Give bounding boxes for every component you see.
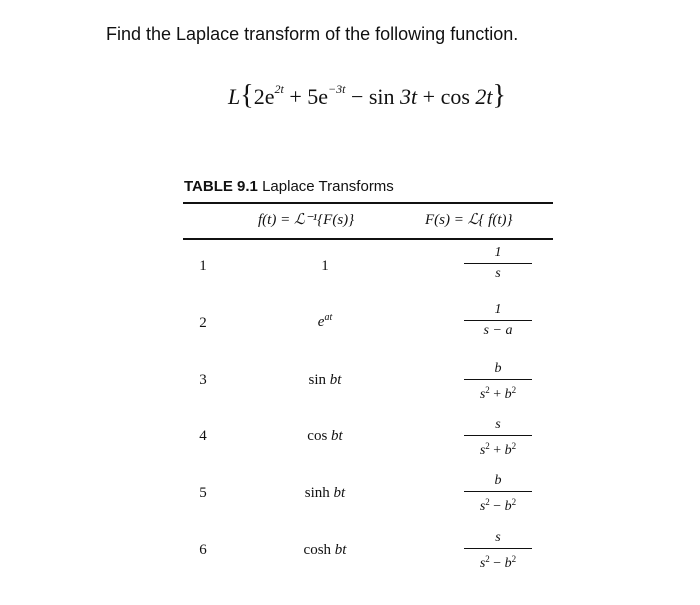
fraction-bar xyxy=(464,263,532,264)
fraction-bar xyxy=(464,379,532,380)
row-F xyxy=(458,360,538,402)
row-F-numerator: s xyxy=(495,417,501,432)
table-title xyxy=(184,178,394,195)
row-F-denominator: $s^2 + b^2$ xyxy=(479,441,517,458)
table-caption: Laplace Transforms xyxy=(262,178,394,195)
row-number: 4 xyxy=(199,428,207,444)
row-f-arg: bt xyxy=(333,485,346,501)
row-f-fn: cos xyxy=(307,428,328,444)
minus: − xyxy=(350,84,364,109)
row-number: 5 xyxy=(199,485,207,501)
row-F xyxy=(458,529,538,571)
question-text: Find the Laplace transform of the following function. xyxy=(106,24,519,44)
row-number: 3 xyxy=(199,372,207,388)
row-F-numerator: 1 xyxy=(494,302,502,317)
laplace-expression xyxy=(228,80,506,112)
table-header-rule xyxy=(183,238,553,240)
row-f-arg: bt xyxy=(331,428,343,444)
term4-fn: cos xyxy=(440,84,470,109)
row-F-numerator: s xyxy=(495,530,501,545)
term1-coef: 2e xyxy=(253,84,275,109)
table-number: TABLE 9.1 xyxy=(184,178,258,195)
fraction-bar xyxy=(464,320,532,321)
open-brace: { xyxy=(240,80,254,111)
plus1: + xyxy=(289,84,302,109)
close-brace: } xyxy=(492,80,506,111)
row-f-fn: cosh xyxy=(303,542,332,558)
row-F xyxy=(458,416,538,458)
term3-fn: sin xyxy=(368,84,395,109)
fraction-bar xyxy=(464,548,532,549)
row-F-denominator: $s^2 - b^2$ xyxy=(479,497,517,514)
term1-exp: 2t xyxy=(274,82,284,96)
row-F-numerator: 1 xyxy=(494,245,502,260)
row-F-denominator: $s^2 + b^2$ xyxy=(479,385,517,402)
row-F xyxy=(458,244,538,283)
row-f: 1 xyxy=(321,258,329,274)
row-f xyxy=(270,312,380,331)
row-F xyxy=(458,301,538,340)
header-inverse-transform: f(t) = ℒ⁻¹{F(s)} xyxy=(258,212,355,228)
row-F-denominator: s xyxy=(495,266,501,281)
row-f-fn: sinh xyxy=(304,485,330,501)
row-F-numerator: b xyxy=(494,473,502,488)
row-f xyxy=(270,485,380,502)
term2-exp: −3t xyxy=(328,82,346,96)
plus2: + xyxy=(422,84,436,109)
fraction-bar xyxy=(464,491,532,492)
row-F-denominator: $s^2 - b^2$ xyxy=(479,554,517,571)
row-f-arg: bt xyxy=(334,542,347,558)
row-F-numerator: b xyxy=(494,361,502,376)
row-number: 1 xyxy=(199,258,207,274)
row-F-denominator: s − a xyxy=(483,323,513,338)
term2-coef: 5e xyxy=(307,84,328,109)
term3-arg: 3t xyxy=(400,84,418,109)
row-F xyxy=(458,472,538,514)
fraction-bar xyxy=(464,435,532,436)
row-number: 2 xyxy=(199,315,207,331)
header-transform: F(s) = ℒ{ f(t)} xyxy=(425,212,513,228)
laplace-operator: L xyxy=(228,84,241,109)
row-f xyxy=(270,542,380,559)
row-f xyxy=(270,372,380,389)
row-f-arg: bt xyxy=(329,372,342,388)
row-f-base: e xyxy=(317,314,325,330)
row-number: 6 xyxy=(199,542,207,558)
table-top-rule xyxy=(183,202,553,204)
row-f-exp: at xyxy=(324,312,333,323)
row-f-fn: sin xyxy=(308,372,327,388)
row-f xyxy=(270,428,380,445)
term4-arg: 2t xyxy=(475,84,493,109)
